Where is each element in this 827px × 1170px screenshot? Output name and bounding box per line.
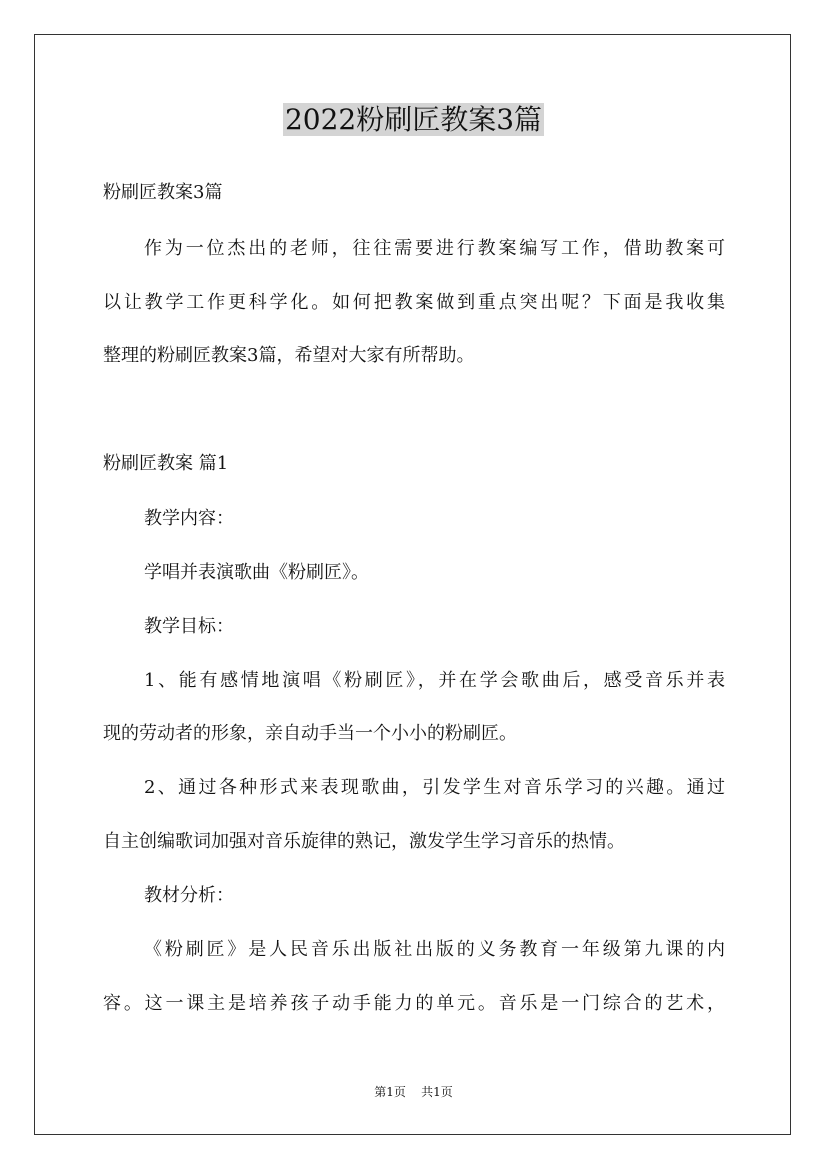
intro-line-2: 以让教学工作更科学化。如何把教案做到重点突出呢？下面是我收集	[103, 292, 725, 313]
footer-total-pages: 共1页	[421, 1085, 453, 1099]
analysis-line-2: 容。这一课主是培养孩子动手能力的单元。音乐是一门综合的艺术，	[103, 993, 725, 1014]
intro-line-3: 整理的粉刷匠教案3篇，希望对大家有所帮助。	[103, 345, 475, 366]
goal2-line-1: 2、通过各种形式来表现歌曲，引发学生对音乐学习的兴趣。通过	[144, 777, 725, 798]
content-label: 教学内容：	[144, 508, 234, 529]
page-footer	[0, 1084, 827, 1100]
goal1-line-1: 1、能有感情地演唱《粉刷匠》，并在学会歌曲后，感受音乐并表	[144, 670, 725, 691]
intro-line-1: 作为一位杰出的老师，往往需要进行教案编写工作，借助教案可	[144, 238, 725, 259]
content-text: 学唱并表演歌曲《粉刷匠》。	[144, 562, 369, 583]
footer-page-number: 第1页	[374, 1085, 406, 1099]
goal2-line-2: 自主创编歌词加强对音乐旋律的熟记，激发学生学习音乐的热情。	[103, 831, 625, 852]
document-subtitle: 粉刷匠教案3篇	[103, 182, 223, 203]
analysis-line-1: 《粉刷匠》是人民音乐出版社出版的义务教育一年级第九课的内	[144, 939, 725, 960]
document-title	[0, 100, 827, 140]
goal1-line-2: 现的劳动者的形象，亲自动手当一个小小的粉刷匠。	[103, 723, 517, 744]
section-heading: 粉刷匠教案 篇1	[103, 453, 229, 474]
document-title-text: 2022粉刷匠教案3篇	[284, 103, 543, 136]
analysis-label: 教材分析：	[144, 885, 234, 906]
goals-label: 教学目标：	[144, 616, 234, 637]
